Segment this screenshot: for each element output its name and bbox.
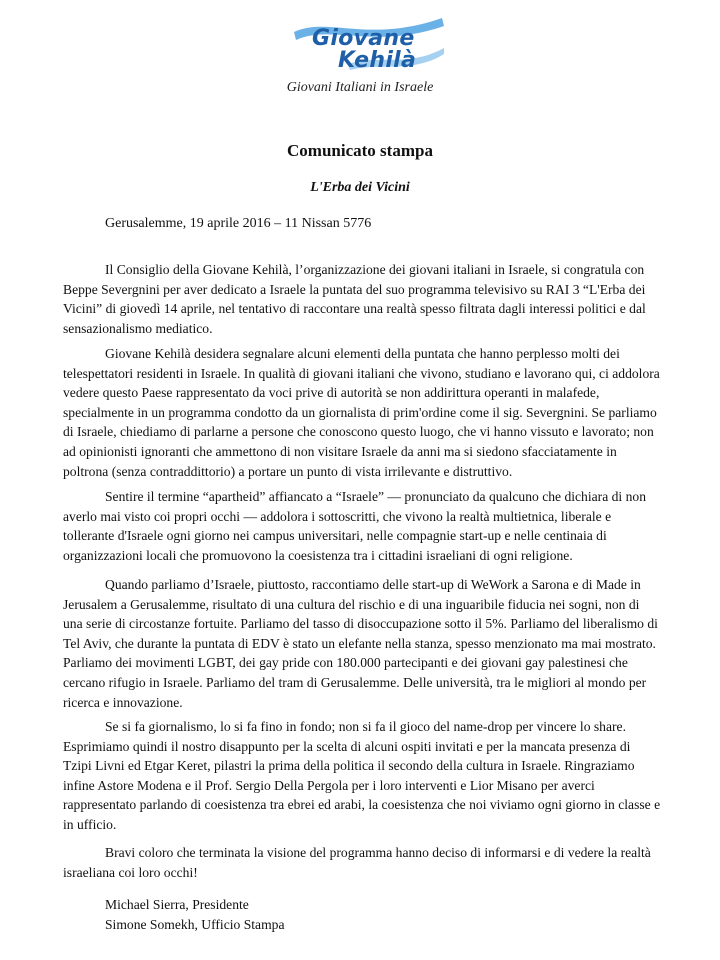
paragraph: Giovane Kehilà desidera segnalare alcuni elementi della puntata che hanno perplesso molti dei telespettatori residenti in Israele. In qualità di giovani italiani che vivono, studiano e lavorano qui, ci addolora vedere questo Paese rappresentato da voci prive di autorità se non addirittura operanti in malafede, specialmente in un programma condotto da un giornalista di prim'ordine come il sig. Severgnini. Se parliamo di Israele, chiediamo di parlarne a persone che conoscono questo luogo, che vi hanno vissuto e lavorato; non ad opinionisti ignoranti che ammettono di non visitare Israele da anni ma si siedono sfacciatamente in poltrona (senza contraddittorio) a portare un punto di vista irrilevante e distruttivo. bbox=[63, 346, 660, 479]
document-subtitle: L'Erba dei Vicini bbox=[310, 180, 410, 195]
dateline: Gerusalemme, 19 aprile 2016 – 11 Nissan 5776 bbox=[105, 216, 372, 231]
signature-president: Michael Sierra, Presidente bbox=[105, 897, 249, 912]
signature-press-office: Simone Somekh, Ufficio Stampa bbox=[105, 917, 285, 932]
logo-tagline: Giovani Italiani in Israele bbox=[286, 80, 434, 95]
document-title: Comunicato stampa bbox=[287, 141, 433, 160]
giovane-kehila-logo bbox=[288, 14, 448, 76]
logo-text-line2: Kehilà bbox=[338, 48, 417, 73]
paragraph: Il Consiglio della Giovane Kehilà, l’organizzazione dei giovani italiani in Israele, si congratula con Beppe Severgnini per aver dedicato a Israele la puntata del suo programma televisivo su RAI 3 “L'Erba dei Vicini” di giovedì 14 aprile, nel tentativo di raccontare una realtà spesso filtrata dagli interessi politici e dal sensazionalismo mediatico. bbox=[63, 262, 646, 336]
paragraph: Quando parliamo d’Israele, piuttosto, raccontiamo delle start-up di WeWork a Sarona e di Made in Jerusalem a Gerusalemme, risultato di una cultura del rischio e di una inguaribile fiducia nei sogni, non di una serie di circostanze fortuite. Parliamo del tasso di disoccupazione sotto il 5%. Parliamo del liberalismo di Tel Aviv, che durante la puntata di EDV è stato un elefante nella stanza, spesso menzionato ma mai mostrato. Parliamo dei movimenti LGBT, dei gay pride con 180.000 partecipanti e dei giovani gay palestinesi che cercano rifugio in Israele. Parliamo del tram di Gerusalemme. Delle università, tra le migliori al mondo per ricerca e innovazione. bbox=[63, 577, 658, 710]
logo-text-line1: Giovane bbox=[312, 26, 415, 51]
paragraph: Sentire il termine “apartheid” affiancato a “Israele” — pronunciato da qualcuno che dichiara di non averlo mai visto coi propri occhi — addolora i sottoscritti, che vivono la realtà multietnica, liberale e tollerante d'Israele ogni giorno nei campus universitari, nelle compagnie start-up e nelle centinaia di organizzazioni locali che promuovono la coesistenza tra i cittadini israeliani di ogni religione. bbox=[63, 489, 646, 563]
paragraph: Se si fa giornalismo, lo si fa fino in fondo; non si fa il gioco del name-drop per vincere lo share. Esprimiamo quindi il nostro disappunto per la scelta di alcuni ospiti invitati e per la mancata presenza di Tzipi Livni ed Etgar Keret, pilastri la prima della politica il secondo della cultura in Israele. Ringraziamo infine Astore Modena e il Prof. Sergio Della Pergola per i loro interventi e Lior Misano per averci rappresentato parlando di coesistenza tra ebrei ed arabi, la coesistenza che noi viviamo ogni giorno in classe e in ufficio. bbox=[63, 719, 661, 832]
paragraph: Bravi coloro che terminata la visione del programma hanno deciso di informarsi e di vedere la realtà israeliana coi loro occhi! bbox=[63, 845, 651, 880]
